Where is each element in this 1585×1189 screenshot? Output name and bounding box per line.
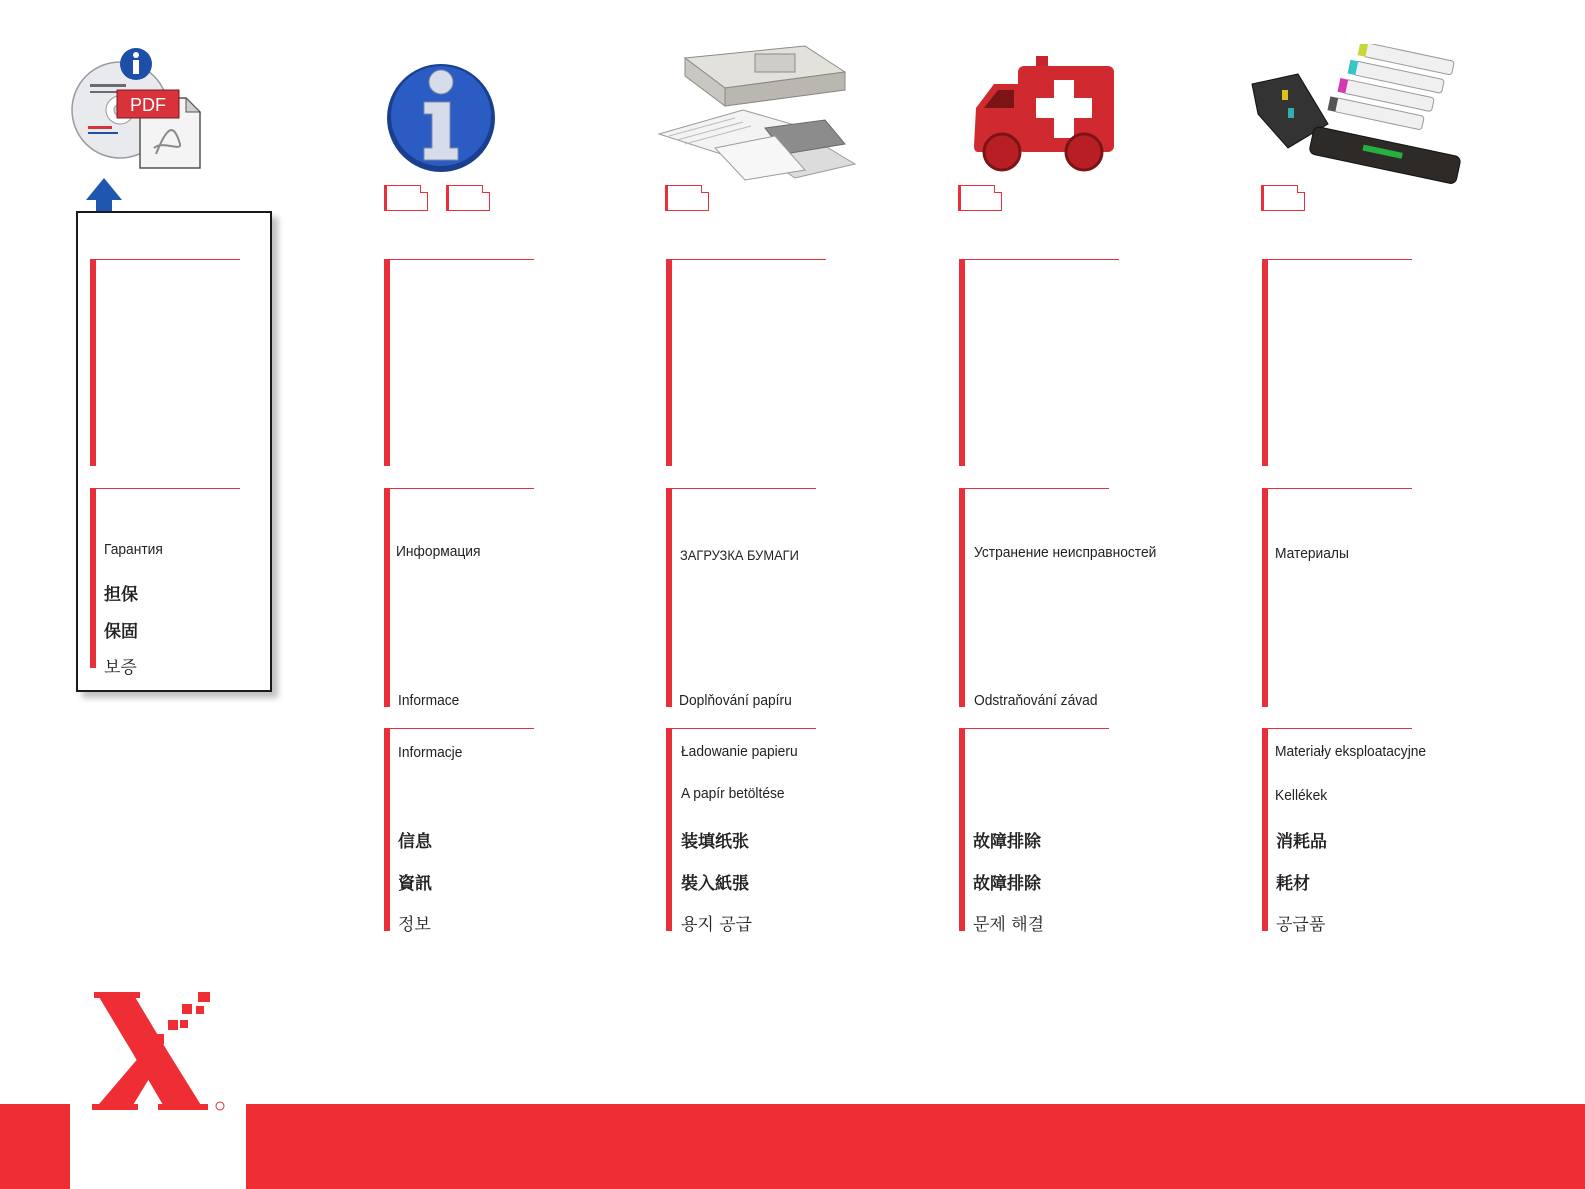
supplies-label-zh-tw[interactable]: 耗材 bbox=[1276, 874, 1310, 894]
info-label-pl[interactable]: Informacje bbox=[398, 744, 463, 761]
divider bbox=[384, 488, 534, 489]
divider bbox=[959, 728, 1109, 729]
warranty-label-zh-tw[interactable]: 保固 bbox=[104, 622, 138, 642]
section-bar bbox=[1262, 728, 1268, 931]
warranty-label-ru[interactable]: Гарантия bbox=[104, 541, 163, 558]
supplies-label-pl[interactable]: Materiały eksploatacyjne bbox=[1275, 743, 1427, 760]
section-bar bbox=[666, 728, 672, 931]
section-bar bbox=[384, 728, 390, 931]
toner-cartridges-icon[interactable] bbox=[1248, 44, 1468, 186]
divider bbox=[384, 259, 534, 260]
section-bar bbox=[384, 488, 390, 707]
page-tab-trouble[interactable] bbox=[958, 185, 1002, 211]
info-label-zh-tw[interactable]: 資訊 bbox=[398, 874, 432, 894]
supplies-label-ko[interactable]: 공급품 bbox=[1276, 915, 1326, 935]
trouble-label-ko[interactable]: 문제 해결 bbox=[973, 915, 1045, 935]
warranty-label-ko[interactable]: 보증 bbox=[104, 658, 137, 678]
divider bbox=[1262, 728, 1412, 729]
page-tab-supplies[interactable] bbox=[1261, 185, 1305, 211]
info-label-ru[interactable]: Информация bbox=[396, 543, 481, 560]
page-tab-info-1[interactable] bbox=[384, 185, 428, 211]
section-bar bbox=[90, 488, 96, 668]
page-tab-info-2[interactable] bbox=[446, 185, 490, 211]
xerox-logo bbox=[92, 990, 226, 1114]
info-label-ko[interactable]: 정보 bbox=[398, 915, 431, 935]
divider bbox=[384, 728, 534, 729]
paper-label-ru[interactable]: ЗАГРУЗКА БУМАГИ bbox=[680, 547, 799, 563]
paper-label-zh-cn[interactable]: 装填纸张 bbox=[681, 832, 749, 852]
page-tab-paper[interactable] bbox=[665, 185, 709, 211]
trouble-label-zh-tw[interactable]: 故障排除 bbox=[973, 874, 1041, 894]
divider bbox=[90, 488, 240, 489]
section-bar bbox=[384, 259, 390, 466]
pdf-label: PDF bbox=[130, 95, 166, 115]
section-bar bbox=[959, 259, 965, 466]
info-icon[interactable] bbox=[384, 56, 498, 176]
paper-label-zh-tw[interactable]: 裝入紙張 bbox=[681, 874, 749, 894]
divider bbox=[666, 488, 816, 489]
info-label-cs[interactable]: Informace bbox=[398, 692, 460, 709]
trouble-label-zh-cn[interactable]: 故障排除 bbox=[973, 832, 1041, 852]
paper-label-cs[interactable]: Doplňování papíru bbox=[679, 692, 792, 709]
trouble-label-cs[interactable]: Odstraňování závad bbox=[974, 692, 1098, 709]
section-bar bbox=[1262, 488, 1268, 707]
section-bar bbox=[959, 488, 965, 707]
supplies-label-zh-cn[interactable]: 消耗品 bbox=[1276, 832, 1327, 852]
section-bar bbox=[1262, 259, 1268, 466]
paper-label-ko[interactable]: 용지 공급 bbox=[681, 915, 753, 935]
divider bbox=[1262, 259, 1412, 260]
paper-tray-icon[interactable] bbox=[655, 44, 865, 182]
footer-logo-block bbox=[70, 1104, 246, 1189]
divider bbox=[666, 728, 816, 729]
divider bbox=[959, 488, 1109, 489]
paper-label-pl[interactable]: Ładowanie papieru bbox=[681, 743, 798, 760]
paper-label-hu[interactable]: A papír betöltése bbox=[681, 785, 785, 802]
warranty-label-zh-cn[interactable]: 担保 bbox=[104, 585, 138, 605]
divider bbox=[1262, 488, 1412, 489]
trouble-label-ru[interactable]: Устранение неисправностей bbox=[974, 544, 1157, 561]
supplies-label-hu[interactable]: Kellékek bbox=[1275, 787, 1328, 804]
info-label-zh-cn[interactable]: 信息 bbox=[398, 832, 432, 852]
supplies-label-ru[interactable]: Материалы bbox=[1275, 545, 1349, 562]
divider bbox=[959, 259, 1119, 260]
divider bbox=[666, 259, 826, 260]
pdf-cd-icon[interactable] bbox=[70, 44, 210, 179]
divider bbox=[90, 259, 240, 260]
section-bar bbox=[90, 259, 96, 466]
section-bar bbox=[666, 259, 672, 466]
section-bar bbox=[959, 728, 965, 931]
ambulance-icon[interactable] bbox=[972, 56, 1120, 174]
section-bar bbox=[666, 488, 672, 707]
